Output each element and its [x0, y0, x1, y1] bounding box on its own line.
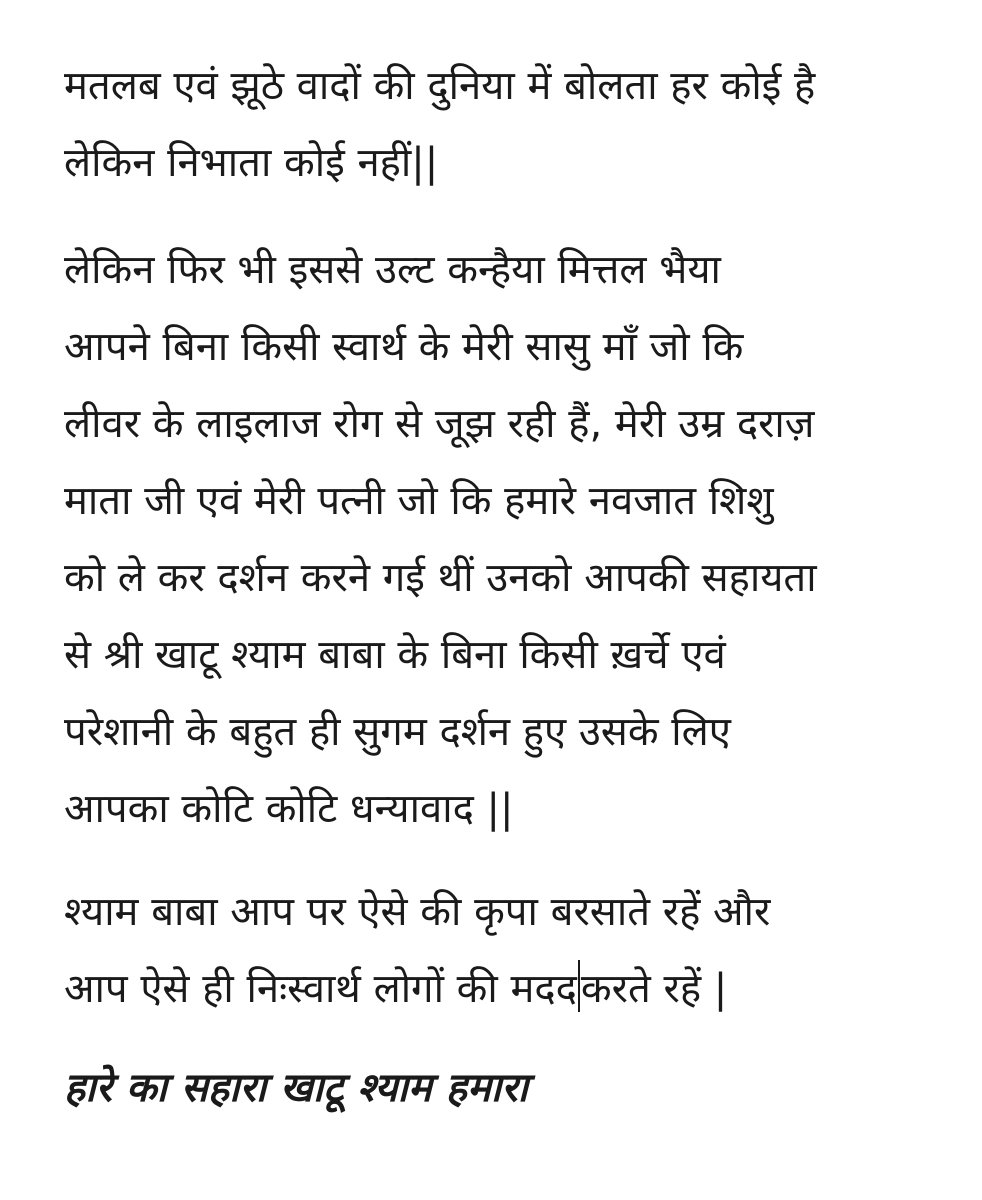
text-cursor[interactable] [578, 960, 580, 1012]
paragraph-2: लेकिन फिर भी इससे उल्ट कन्हैया मित्तल भैया आपने बिना किसी स्वार्थ के मेरी सासु माँ जो कि लीवर के लाइलाज रोग से जूझ रही हैं, मेरी उम्र दराज़ माता जी एवं मेरी पत्नी जो कि हमारे नवजात शिशु को ले कर दर्शन करने गई थीं उनको आपकी सहायता से श्री खाटू श्याम बाबा के बिना किसी ख़र्चे एवं परेशानी के बहुत ही सुगम दर्शन हुए उसके लिए आपका कोटि कोटि धन्यावाद || [64, 247, 817, 832]
paragraph-3-text-after-caret: करते रहें | [580, 966, 728, 1012]
paragraph-1: मतलब एवं झूठे वादों की दुनिया में बोलता हर कोई है लेकिन निभाता कोई नहीं|| [64, 63, 816, 186]
document-body[interactable] [64, 48, 944, 1127]
paragraph-3 [64, 874, 944, 1028]
paragraph-3-text-before-caret: श्याम बाबा आप पर ऐसे की कृपा बरसाते रहें और आप ऐसे ही निःस्वार्थ लोगों की मदद [64, 889, 771, 1012]
closing-line: हारे का सहारा खाटू श्याम हमारा [64, 1065, 528, 1111]
